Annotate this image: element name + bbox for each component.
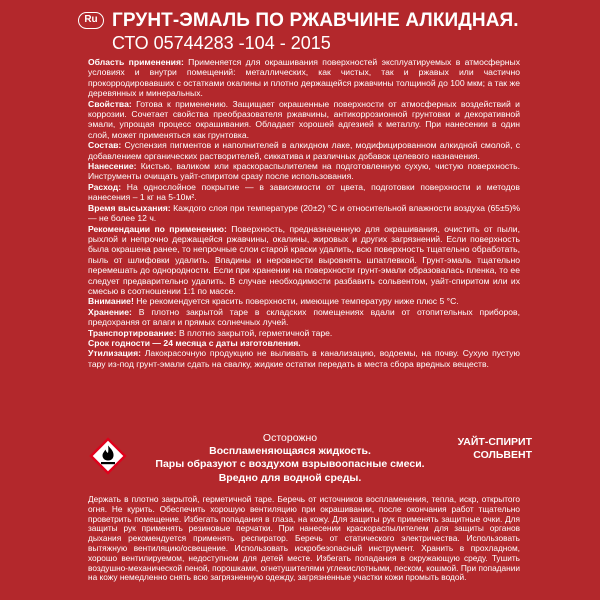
hazard-statement: Пары образуют с воздухом взрывоопасные смеси. bbox=[155, 458, 425, 471]
section-text: Поверхность, предназначенную для окрашивания, очистить от пыли, рыхлой и непрочно держащейся ржавчины, окалины, жировых и других загрязнений. Если поверхность была окрашена ранее, то непрочные слои старой краски удалить, всю поверхность тщательно обработать, пыль от шлифовки удалить. Впадины и неровности выровнять шпатлевкой. Грунт-эмаль тщательно перемешать до однородности. Если при хранении на поверхности грунт-эмали образовалась пленка, то ее следует предварительно удалить. В случае необходимости разбавить сольвентом, уайт-спиритом или их смесью в соотношении 1:1 по массе. bbox=[88, 223, 520, 296]
solvent-name: СОЛЬВЕНТ bbox=[473, 449, 532, 461]
section-text: В плотно закрытой таре в складских помещениях вдали от отопительных приборов, предохраняя от влаги и прямых солнечных лучей. bbox=[88, 306, 520, 328]
section-label: Хранение: bbox=[88, 306, 132, 317]
section-attention bbox=[88, 296, 520, 306]
section-label: Состав: bbox=[88, 140, 122, 151]
section-label: Утилизация: bbox=[88, 348, 141, 359]
solvent-name: УАЙТ-СПИРИТ bbox=[457, 436, 532, 448]
section-label: Рекомендации по применению: bbox=[88, 223, 227, 234]
section-label: Нанесение: bbox=[88, 161, 137, 172]
section-label: Время высыхания: bbox=[88, 202, 171, 213]
precautionary-statements: Держать в плотно закрытой, герметичной таре. Беречь от источников воспламенения, тепла, искр, открытого огня. Не курить. Обеспечить хорошую вентиляцию при окрашивании, после окончания работ тщательно проветрить помещение. Избегать попадания в глаза, на кожу. Для защиты рук применять защитные очки. Для защиты рук применять резиновые перчатки. При нанесении краскораспылителем для защиты органов дыхания рекомендуется применять респиратор. Беречь от статического электричества. Использовать вытяжную вентиляцию/освещение. Использовать искробезопасный инструмент. Хранить в прохладном, хорошо вентилируемом, недоступном для детей месте. Избегать попадания в окружающую среду. Тушить воздушно-механической пеной, порошками, огнетушителями углекислотными, песком, кошмой. При попадании на кожу немедленно снять всю загрязненную одежду, загрязненные участки кожи промыть водой. bbox=[88, 494, 520, 583]
section-storage bbox=[88, 307, 520, 328]
section-application-method bbox=[88, 161, 520, 182]
flame-pictogram-icon bbox=[88, 436, 128, 476]
section-properties bbox=[88, 99, 520, 141]
signal-word: Осторожно bbox=[262, 432, 318, 444]
section-label: Срок годности — 24 месяца с даты изготовления. bbox=[88, 337, 301, 348]
section-text: На однослойное покрытие — в зависимости от цвета, подготовки поверхности и методов нанесения – 1 кг на 5-10м². bbox=[88, 181, 520, 203]
section-label: Расход: bbox=[88, 181, 122, 192]
section-recommendations bbox=[88, 224, 520, 297]
section-text: Кистью, валиком или краскораспылителем на подготовленную сухую, чистую поверхность. Инструменты очищать уайт-спиритом сразу после использования. bbox=[88, 161, 520, 182]
description-body bbox=[88, 57, 520, 369]
solvent-list bbox=[436, 436, 532, 462]
section-text: Применяется для окрашивания поверхностей эксплуатируемых в атмосферных условиях и внутри помещений: металлических, как чистых, так и ржавых или частично прокорродировавших с остатками окалины и плотно держащейся ржавчины толщиной до 100 мкм; а так же деревянных и минеральных. bbox=[88, 57, 520, 99]
section-label: Внимание! bbox=[88, 296, 134, 307]
section-label: Свойства: bbox=[88, 98, 132, 109]
section-text: Каждого слоя при температуре (20±2) °С и относительной влажности воздуха (65±5)% — не более 12 ч. bbox=[88, 202, 521, 224]
section-transport bbox=[88, 328, 520, 338]
section-label: Область применения: bbox=[88, 57, 184, 67]
section-text: Не рекомендуется красить поверхности, имеющие температуру ниже плюс 5 °С. bbox=[133, 296, 459, 307]
product-title: ГРУНТ-ЭМАЛЬ ПО РЖАВЧИНЕ АЛКИДНАЯ. bbox=[112, 10, 519, 31]
section-text: В плотно закрытой, герметичной таре. bbox=[176, 327, 333, 338]
hazard-statement: Воспламеняющаяся жидкость. bbox=[209, 445, 371, 458]
section-application bbox=[88, 57, 520, 99]
section-composition bbox=[88, 140, 520, 161]
section-label: Транспортирование: bbox=[88, 327, 177, 338]
standard-code: СТО 05744283 -104 - 2015 bbox=[112, 33, 331, 53]
section-consumption bbox=[88, 182, 520, 203]
section-drying-time bbox=[88, 203, 520, 224]
hazard-statement: Вредно для водной среды. bbox=[218, 471, 362, 484]
section-text: Суспензия пигментов и наполнителей в алкидном лаке, модифицированном алкидной смолой, с добавлением органических растворителей, сиккатива и различных добавок целевого назначения. bbox=[88, 140, 520, 161]
section-disposal bbox=[88, 348, 520, 369]
language-badge: Ru bbox=[78, 12, 104, 29]
section-shelf-life bbox=[88, 338, 520, 348]
hazard-statements bbox=[140, 432, 440, 485]
section-text: Готова к применению. Защищает окрашенные поверхности от атмосферных воздействий и коррозии. Сочетает свойства преобразователя ржавчины, антикоррозионной грунтовки и декоративной эмали, упрощая процесс окрашивания. Обладает хорошей адгезией к металлу. При нанесении в один слой, может применяться как грунтовка. bbox=[88, 98, 520, 140]
section-text: Лакокрасочную продукцию не выливать в канализацию, водоемы, на почву. Сухую пустую тару из-под грунт-эмали сдать на свалку, жидкие остатки передать в места сбора вредных веществ. bbox=[88, 348, 520, 369]
